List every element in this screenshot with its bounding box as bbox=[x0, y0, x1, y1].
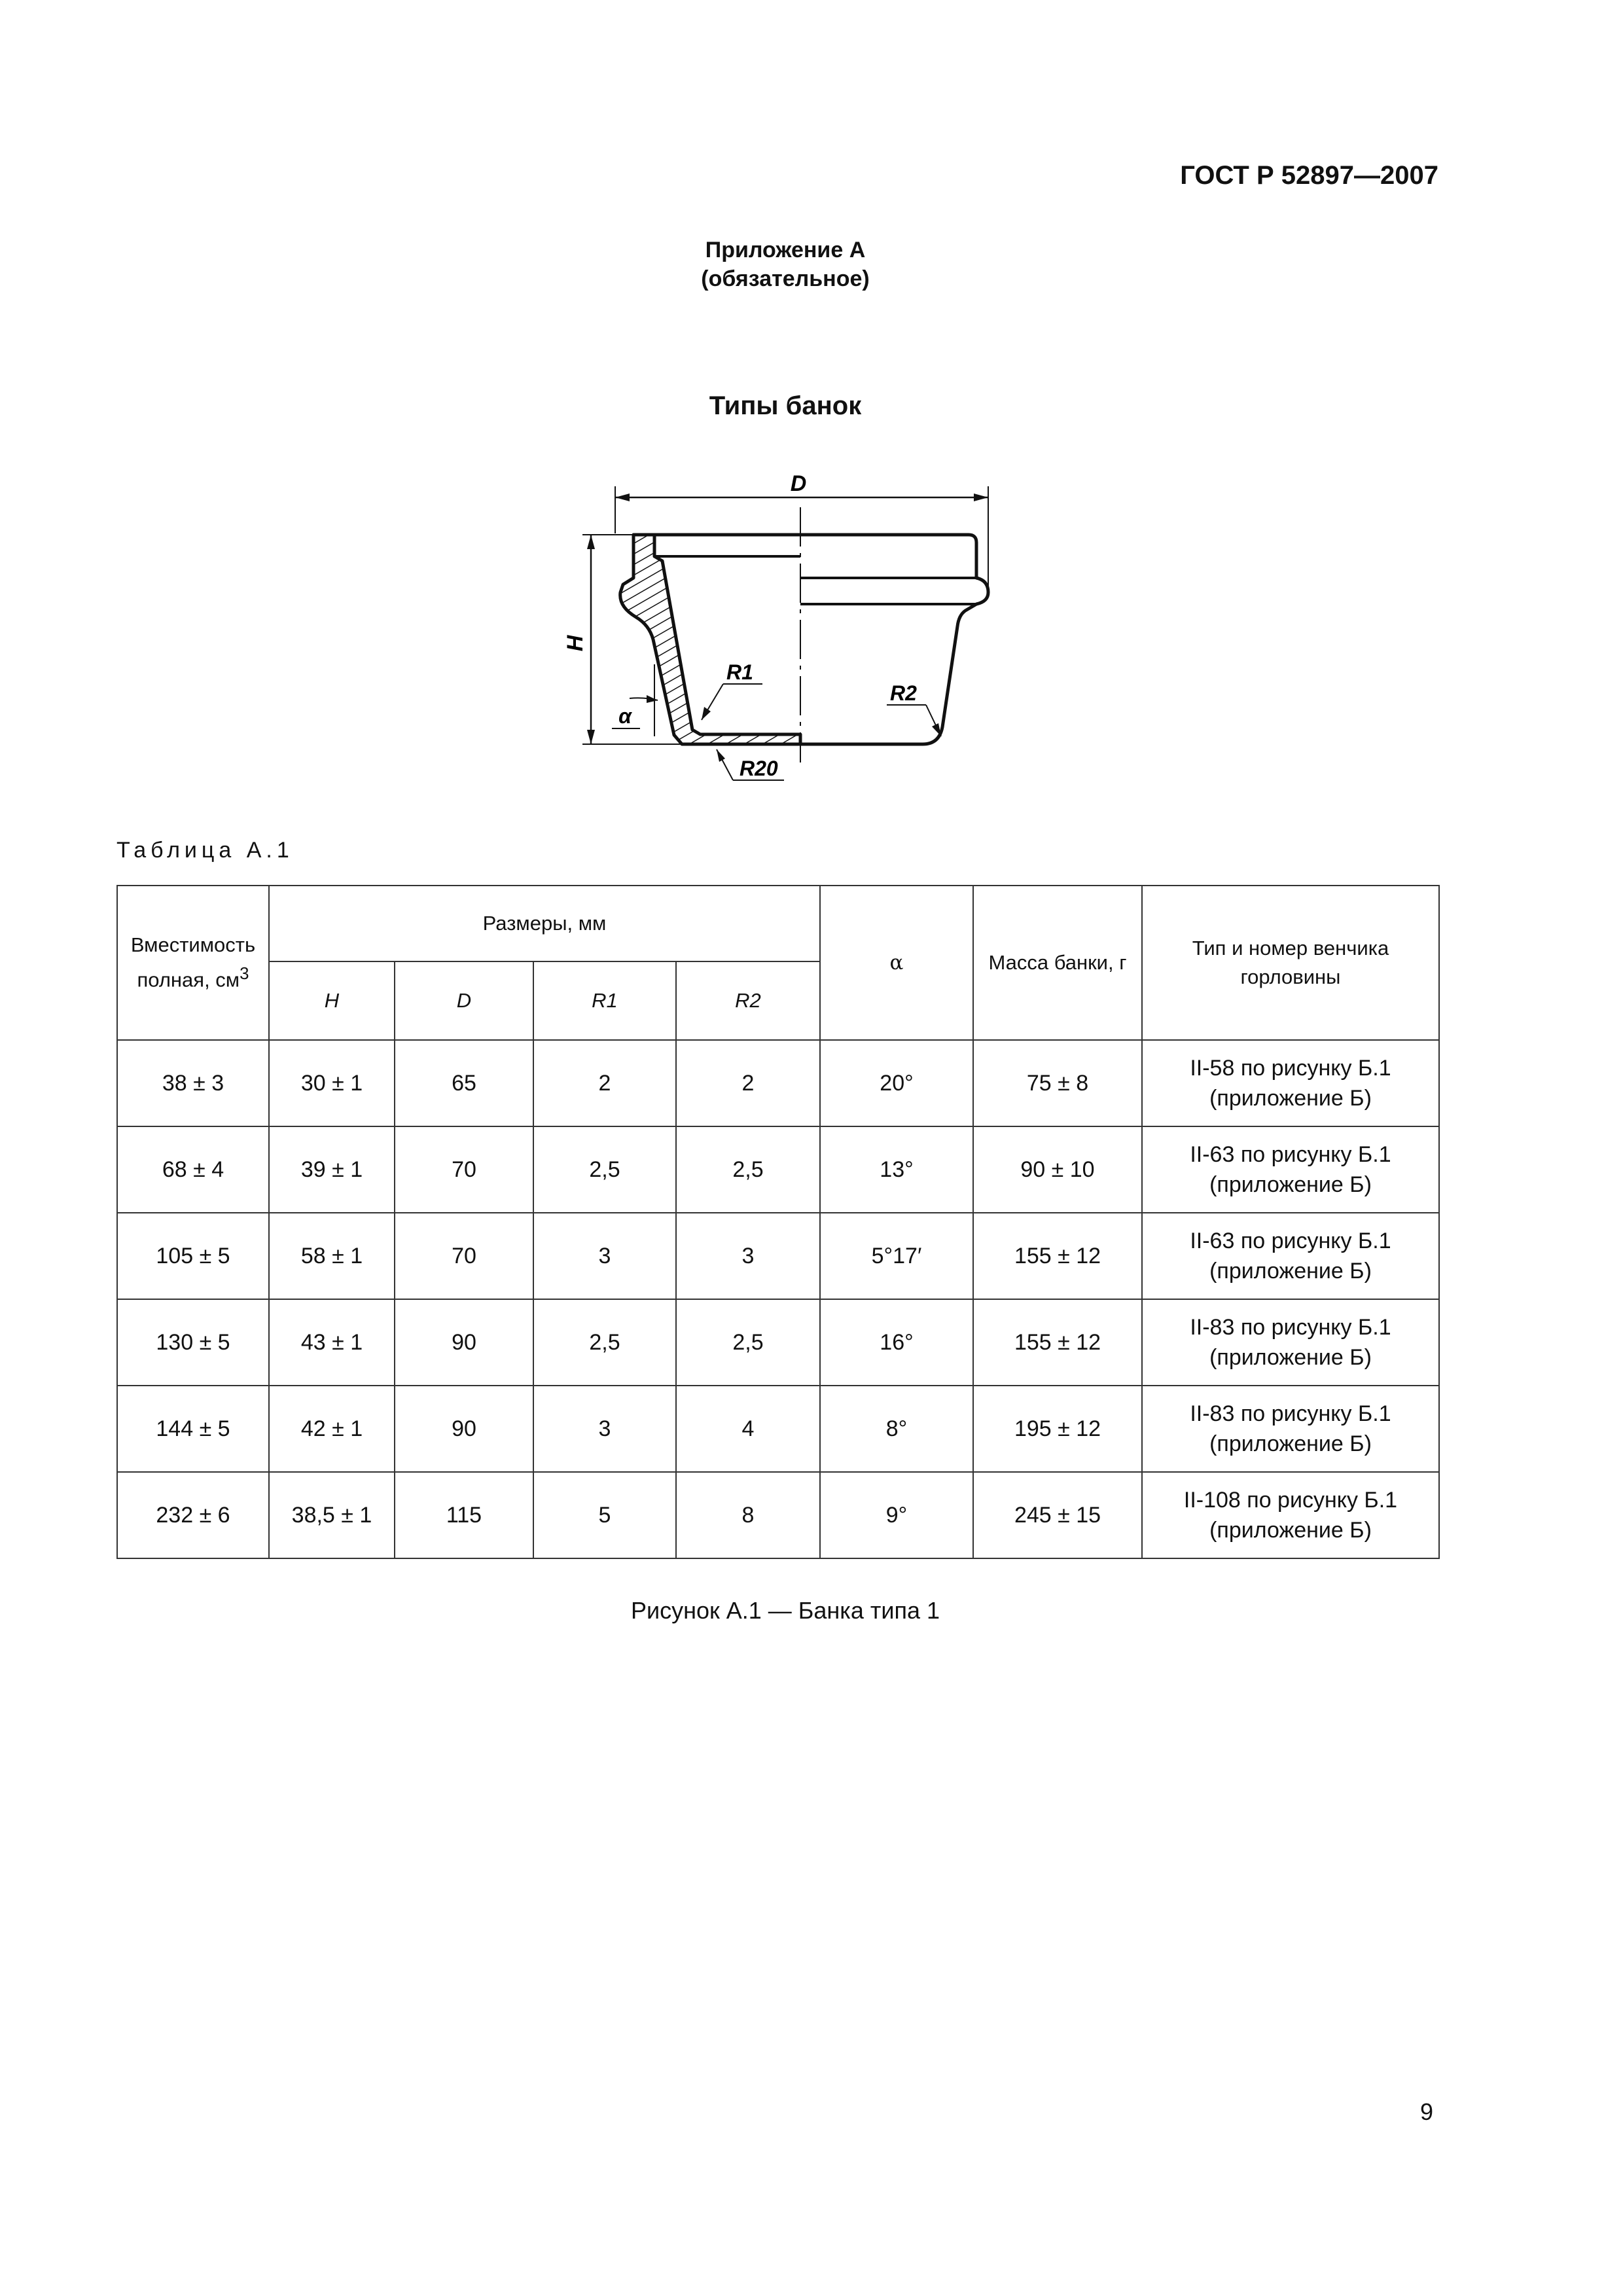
cell-alpha: 8° bbox=[820, 1386, 973, 1472]
header-capacity: Вместимость полная, $см^3$ bbox=[117, 886, 269, 1040]
cell-r2: 3 bbox=[676, 1213, 820, 1299]
cell-d: 70 bbox=[395, 1213, 533, 1299]
cell-alpha: 16° bbox=[820, 1299, 973, 1386]
cell-capacity: 130 ± 5 bbox=[117, 1299, 269, 1386]
header-finish: Тип и номер венчика горловины bbox=[1142, 886, 1439, 1040]
cell-d: 115 bbox=[395, 1472, 533, 1558]
cell-d: 65 bbox=[395, 1040, 533, 1126]
cell-d: 90 bbox=[395, 1299, 533, 1386]
cell-r2: 2,5 bbox=[676, 1299, 820, 1386]
page-number: 9 bbox=[1420, 2098, 1434, 2125]
cell-mass: 245 ± 15 bbox=[973, 1472, 1142, 1558]
cell-r2: 8 bbox=[676, 1472, 820, 1558]
cell-capacity: 144 ± 5 bbox=[117, 1386, 269, 1472]
table-row bbox=[117, 1040, 1439, 1126]
label-alpha: α bbox=[618, 704, 632, 728]
table-row bbox=[117, 1213, 1439, 1299]
header-dimensions: Размеры, мм bbox=[269, 886, 820, 961]
cell-r2: 4 bbox=[676, 1386, 820, 1472]
table-row bbox=[117, 1386, 1439, 1472]
table-row bbox=[117, 1126, 1439, 1213]
cell-d: 70 bbox=[395, 1126, 533, 1213]
section-title: Типы банок bbox=[709, 391, 862, 420]
cell-h: 30 ± 1 bbox=[269, 1040, 395, 1126]
jar-wall-section bbox=[620, 535, 800, 744]
cell-mass: 195 ± 12 bbox=[973, 1386, 1142, 1472]
cell-alpha: 13° bbox=[820, 1126, 973, 1213]
table-caption: Таблица А.1 bbox=[116, 838, 294, 863]
cell-h: 58 ± 1 bbox=[269, 1213, 395, 1299]
appendix-status: (обязательное) bbox=[701, 266, 870, 291]
cell-d: 90 bbox=[395, 1386, 533, 1472]
cell-h: 39 ± 1 bbox=[269, 1126, 395, 1213]
label-r2: R2 bbox=[890, 681, 917, 705]
cell-capacity: 232 ± 6 bbox=[117, 1472, 269, 1558]
cell-capacity: 38 ± 3 bbox=[117, 1040, 269, 1126]
cell-r1: 3 bbox=[533, 1386, 676, 1472]
appendix-title: Приложение А bbox=[705, 238, 866, 262]
jar-dimensions-table bbox=[116, 885, 1440, 1559]
cell-alpha: 5°17′ bbox=[820, 1213, 973, 1299]
cell-alpha: 9° bbox=[820, 1472, 973, 1558]
cell-h: 42 ± 1 bbox=[269, 1386, 395, 1472]
cell-finish: II-63 по рисунку Б.1 (приложение Б) bbox=[1142, 1213, 1439, 1299]
cell-capacity: 68 ± 4 bbox=[117, 1126, 269, 1213]
cell-h: 43 ± 1 bbox=[269, 1299, 395, 1386]
cell-r2: 2,5 bbox=[676, 1126, 820, 1213]
table-row bbox=[117, 1299, 1439, 1386]
cell-alpha: 20° bbox=[820, 1040, 973, 1126]
table-row bbox=[117, 1472, 1439, 1558]
cell-mass: 90 ± 10 bbox=[973, 1126, 1142, 1213]
header-r2: R2 bbox=[676, 961, 820, 1040]
cell-capacity: 105 ± 5 bbox=[117, 1213, 269, 1299]
label-r1: R1 bbox=[726, 660, 753, 684]
header-alpha: α bbox=[820, 886, 973, 1040]
header-mass: Масса банки, г bbox=[973, 886, 1142, 1040]
cell-finish: II-58 по рисунку Б.1 (приложение Б) bbox=[1142, 1040, 1439, 1126]
header-d: D bbox=[395, 961, 533, 1040]
cell-h: 38,5 ± 1 bbox=[269, 1472, 395, 1558]
cell-r1: 2,5 bbox=[533, 1299, 676, 1386]
cell-mass: 155 ± 12 bbox=[973, 1213, 1142, 1299]
cell-finish: II-83 по рисунку Б.1 (приложение Б) bbox=[1142, 1386, 1439, 1472]
document-standard-number: ГОСТ Р 52897—2007 bbox=[1180, 161, 1438, 190]
header-r1: R1 bbox=[533, 961, 676, 1040]
label-d: D bbox=[790, 471, 807, 496]
cell-mass: 75 ± 8 bbox=[973, 1040, 1142, 1126]
cell-finish: II-108 по рисунку Б.1 (приложение Б) bbox=[1142, 1472, 1439, 1558]
cell-mass: 155 ± 12 bbox=[973, 1299, 1142, 1386]
cell-finish: II-83 по рисунку Б.1 (приложение Б) bbox=[1142, 1299, 1439, 1386]
cell-r1: 2,5 bbox=[533, 1126, 676, 1213]
header-h: H bbox=[269, 961, 395, 1040]
cell-r2: 2 bbox=[676, 1040, 820, 1126]
cell-r1: 5 bbox=[533, 1472, 676, 1558]
jar-outer-contour bbox=[800, 535, 988, 744]
cell-finish: II-63 по рисунку Б.1 (приложение Б) bbox=[1142, 1126, 1439, 1213]
figure-caption: Рисунок А.1 — Банка типа 1 bbox=[630, 1597, 940, 1624]
cell-r1: 2 bbox=[533, 1040, 676, 1126]
label-r20: R20 bbox=[740, 757, 778, 780]
jar-drawing bbox=[537, 461, 995, 802]
cell-r1: 3 bbox=[533, 1213, 676, 1299]
label-h: H bbox=[563, 635, 588, 652]
